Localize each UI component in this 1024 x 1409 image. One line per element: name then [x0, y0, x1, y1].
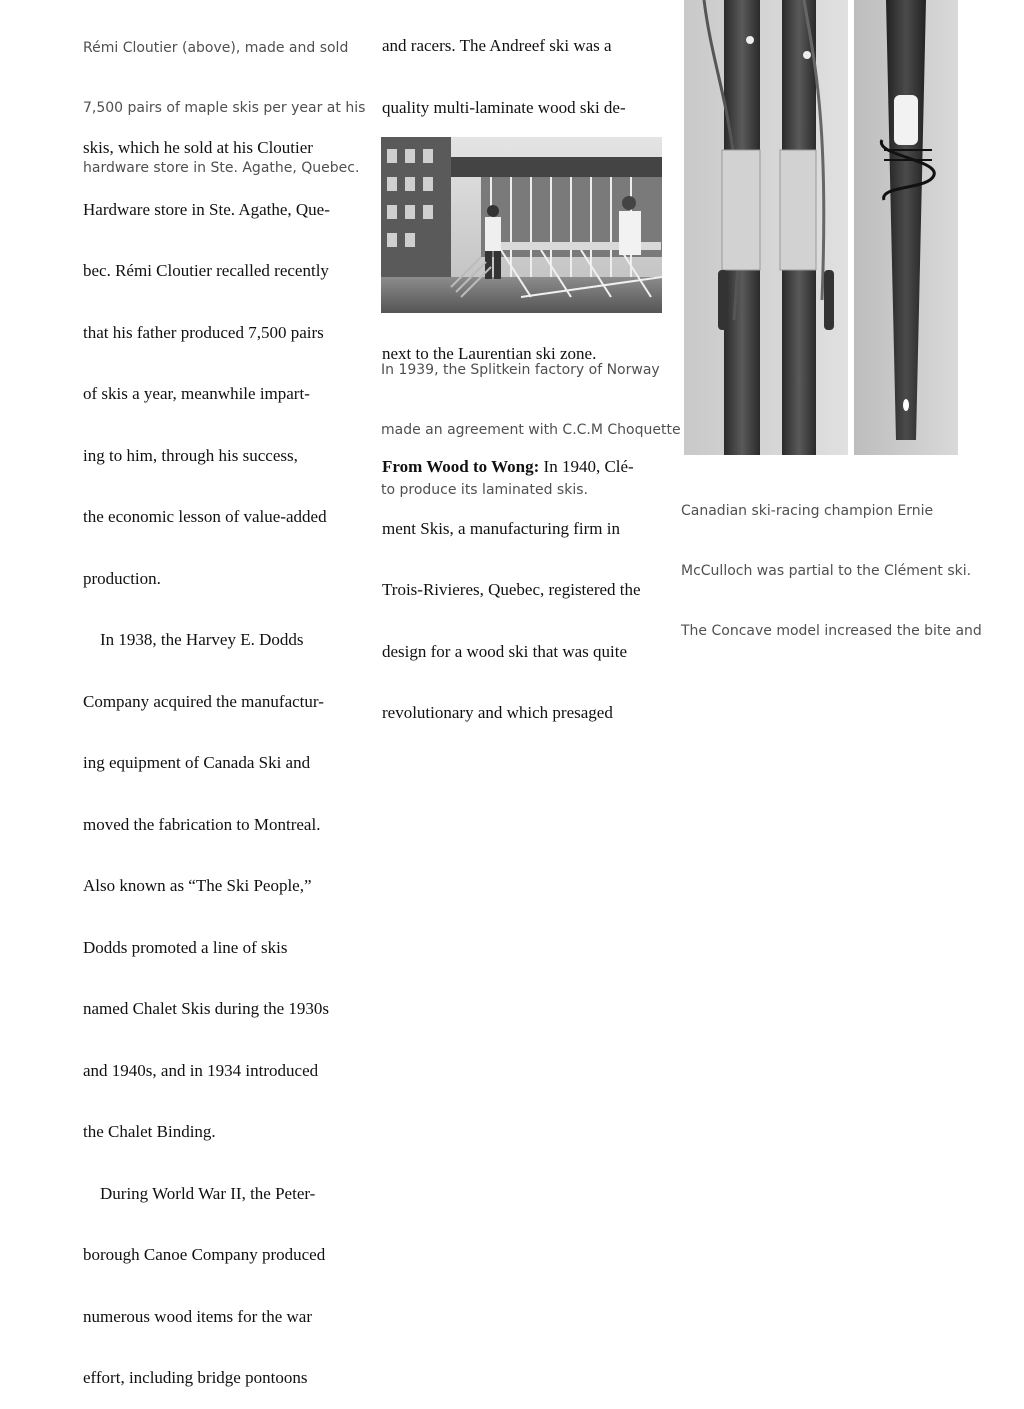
text-line: borough Canoe Company produced — [83, 1245, 326, 1264]
text-line: bec. Rémi Cloutier recalled recently — [83, 261, 329, 280]
text-line: ing equipment of Canada Ski and — [83, 753, 311, 772]
text-line: moved the fabrication to Montreal. — [83, 814, 321, 834]
text-line: ing to him, through his success, — [83, 445, 298, 465]
text-line: Company acquired the manufactur- — [83, 691, 324, 711]
text-fragment: In 1940, Clé- — [539, 457, 634, 476]
caption-line: In 1939, the Splitkein factory of Norway — [381, 362, 660, 378]
text-line: Also known as “The Ski People,” — [83, 876, 312, 895]
factory-photo-drawing — [381, 137, 662, 313]
text-line: In 1938, the Harvey E. Dodds — [83, 630, 304, 649]
ski-photo-left — [684, 0, 848, 455]
text-line: and 1940s, and in 1934 introduced — [83, 1060, 319, 1080]
text-line: numerous wood items for the war — [83, 1306, 312, 1326]
text-line: named Chalet Skis during the 1930s — [83, 999, 330, 1018]
text-line: Hardware store in Ste. Agathe, Que- — [83, 199, 330, 219]
ski-photo-right-drawing — [854, 0, 958, 455]
caption-line: McCulloch was partial to the Clément ski. — [681, 563, 972, 579]
text-line: ment Skis, a manufacturing firm in — [382, 518, 620, 538]
caption-line: Rémi Cloutier (above), made and sold — [83, 40, 349, 56]
text-line: of skis a year, meanwhile impart- — [83, 384, 310, 403]
text-line: production. — [83, 568, 161, 588]
text-line: skis, which he sold at his Cloutier — [83, 138, 313, 157]
text-line: the economic lesson of value-added — [83, 507, 327, 526]
text-line: Trois-Rivieres, Quebec, registered the — [382, 580, 641, 599]
text-line: the Chalet Binding. — [83, 1122, 216, 1141]
ski-photo-right — [854, 0, 958, 455]
section-heading: From Wood to Wong: — [382, 457, 540, 476]
text-line: and racers. The Andreef ski was a — [382, 36, 612, 55]
ski-photo-left-drawing — [684, 0, 848, 455]
factory-photo — [381, 137, 662, 313]
text-line-with-heading — [382, 457, 667, 478]
column-1-text — [83, 97, 368, 1409]
text-line: revolutionary and which presaged — [382, 703, 613, 722]
text-line: next to the Laurentian ski zone. — [382, 343, 597, 363]
caption-right — [681, 461, 982, 661]
text-line: effort, including bridge pontoons — [83, 1368, 308, 1387]
text-line: Dodds promoted a line of skis — [83, 937, 288, 957]
text-line: that his father produced 7,500 pairs — [83, 322, 324, 342]
caption-line: hardware store in Ste. Agathe, Quebec. — [83, 160, 360, 176]
caption-line: made an agreement with C.C.M Choquette — [381, 422, 681, 438]
column-2-bottom-text — [381, 416, 681, 744]
caption-line: 7,500 pairs of maple skis per year at his — [83, 100, 366, 116]
text-line: design for a wood ski that was quite — [382, 641, 628, 661]
text-line: quality multi-laminate wood ski de- — [382, 97, 626, 117]
caption-line: to produce its laminated skis. — [381, 482, 588, 498]
caption-line: Canadian ski-racing champion Ernie — [681, 503, 934, 519]
caption-line: The Concave model increased the bite and — [681, 623, 982, 639]
text-line: During World War II, the Peter- — [83, 1183, 316, 1203]
